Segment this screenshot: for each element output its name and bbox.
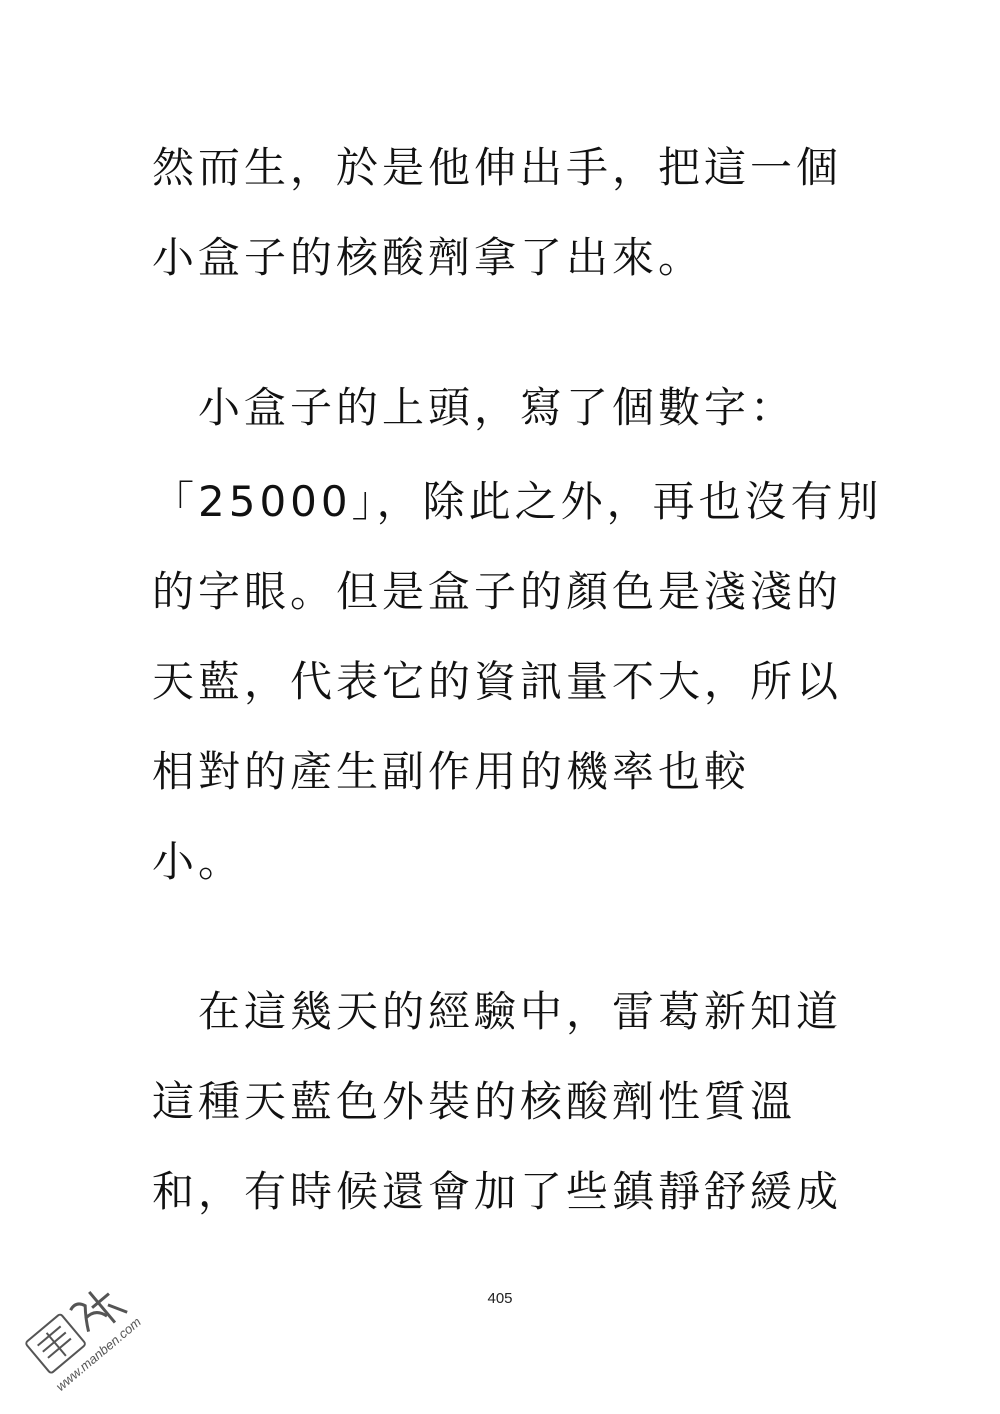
text-line: 和，有時候還會加了些鎮靜舒緩成 bbox=[152, 1167, 843, 1216]
text-line: 相對的產生副作用的機率也較 bbox=[152, 747, 751, 796]
svg-text:www.manben.com: www.manben.com bbox=[52, 1314, 144, 1394]
page-number: 405 bbox=[487, 1290, 513, 1307]
text-line: 然而生，於是他伸出手，把這一個 bbox=[152, 143, 843, 192]
text-line: 小盒子的上頭，寫了個數字： bbox=[152, 383, 797, 432]
text-line: 小盒子的核酸劑拿了出來。 bbox=[152, 233, 705, 282]
text-line: 的字眼。但是盒子的顏色是淺淺的 bbox=[152, 567, 843, 616]
text-line: 小。 bbox=[152, 837, 245, 886]
text-line: 在這幾天的經驗中，雷葛新知道 bbox=[152, 987, 843, 1036]
manben-logo-icon bbox=[10, 1262, 160, 1402]
text-line: 天藍，代表它的資訊量不大，所以 bbox=[152, 657, 843, 706]
text-line: 「25000」，除此之外，再也沒有別 bbox=[152, 477, 883, 526]
text-line: 這種天藍色外裝的核酸劑性質溫 bbox=[152, 1077, 797, 1126]
